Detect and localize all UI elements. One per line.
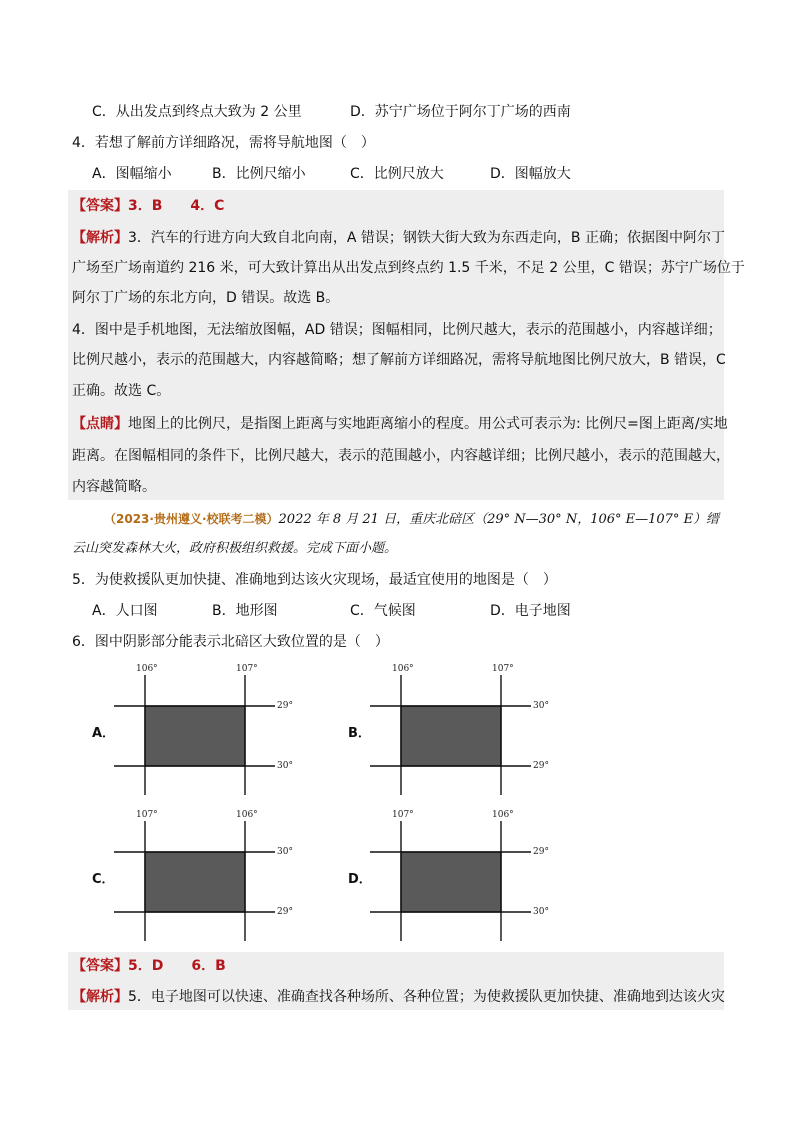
- figure-c-label: C．: [92, 872, 115, 887]
- answer-tag: 【答案】: [72, 198, 128, 214]
- figure-b-lon-right: 107°: [492, 664, 514, 674]
- intro-line-1: [104, 509, 719, 530]
- answer-1: [72, 196, 224, 216]
- analysis-tag: 【解析】: [72, 989, 128, 1005]
- q5-stem: 5．为使救援队更加快捷、准确地到达该火灾现场，最适宜使用的地图是（ ）: [72, 572, 557, 588]
- figure-a-shaded-area: [145, 706, 245, 766]
- analysis-1-line-4: 4．图中是手机地图，无法缩放图幅，AD 错误；图幅相同，比例尺越大，表示的范围越小，内容越详细；: [72, 322, 722, 338]
- intro-line-2: 云山突发森林大火，政府积极组织救援。完成下面小题。: [72, 541, 398, 556]
- analysis-text: 3．汽车的行进方向大致自北向南，A 错误；钢铁大街大致为东西走向，B 正确；依据图中阿尔丁: [128, 230, 725, 246]
- answer-tag: 【答案】: [72, 958, 128, 974]
- figure-a-lon-right: 107°: [236, 664, 258, 674]
- answer-text: 3．B 4．C: [128, 198, 225, 214]
- q4-option-c: C．比例尺放大: [350, 166, 444, 182]
- figure-a-label: A．: [92, 726, 116, 741]
- figure-c: [110, 806, 300, 946]
- figure-d-shaded-area: [401, 852, 501, 912]
- answer-text: 5．D 6．B: [128, 958, 226, 974]
- q3-option-c: C．从出发点到终点大致为 2 公里: [92, 104, 302, 120]
- analysis-1-line-3: 阿尔丁广场的东北方向，D 错误。故选 B。: [72, 290, 340, 306]
- figure-b-lon-left: 106°: [392, 664, 414, 674]
- figure-d-label: D．: [348, 872, 372, 887]
- q5-option-a: A．人口图: [92, 603, 158, 619]
- figure-a-lon-left: 106°: [136, 664, 158, 674]
- analysis-tag: 【解析】: [72, 230, 128, 246]
- figure-b-lat-lower: 29°: [533, 761, 549, 771]
- figure-d-lon-left: 107°: [392, 810, 414, 820]
- answer-2: [72, 956, 226, 976]
- figure-a-lat-upper: 29°: [277, 701, 293, 711]
- q5-option-c: C．气候图: [350, 603, 416, 619]
- q4-option-d: D．图幅放大: [490, 166, 571, 182]
- tip-text: 地图上的比例尺，是指图上距离与实地距离缩小的程度。用公式可表示为: 比例尺=图上距离/实地: [128, 416, 728, 432]
- analysis-1-line-5: 比例尺越小，表示的范围越大，内容越简略；想了解前方详细路况，需将导航地图比例尺放大，B 错误，C: [72, 352, 726, 368]
- figure-d-lon-right: 106°: [492, 810, 514, 820]
- q3-option-d: D．苏宁广场位于阿尔丁广场的西南: [350, 104, 571, 120]
- q6-stem: 6．图中阴影部分能表示北碚区大致位置的是（ ）: [72, 634, 389, 650]
- figure-d-lat-lower: 30°: [533, 907, 549, 917]
- figure-d-lat-upper: 29°: [533, 847, 549, 857]
- figure-b-shaded-area: [401, 706, 501, 766]
- analysis-2-line-1: [72, 987, 725, 1007]
- q4-option-b: B．比例尺缩小: [212, 166, 306, 182]
- figure-c-lon-left: 107°: [136, 810, 158, 820]
- figure-b-lat-upper: 30°: [533, 701, 549, 711]
- figure-c-lat-upper: 30°: [277, 847, 293, 857]
- analysis-text: 5．电子地图可以快速、准确查找各种场所、各种位置；为使救援队更加快捷、准确地到达该火灾: [128, 989, 725, 1005]
- analysis-1-line-6: 正确。故选 C。: [72, 383, 171, 399]
- analysis-1-line-1: [72, 228, 725, 248]
- tip-line-2: 距离。在图幅相同的条件下，比例尺越大，表示的范围越小，内容越详细；比例尺越小，表示的范围越大，: [72, 448, 730, 464]
- figure-b-label: B．: [348, 726, 371, 741]
- figure-a-lat-lower: 30°: [277, 761, 293, 771]
- q4-option-a: A．图幅缩小: [92, 166, 172, 182]
- tip-line-1: [72, 414, 728, 434]
- tip-line-3: 内容越简略。: [72, 479, 156, 495]
- figure-b: [366, 660, 556, 800]
- figure-a: [110, 660, 300, 800]
- analysis-1-line-2: 广场至广场南道约 216 米，可大致计算出从出发点到终点约 1.5 千米，不足 2 公里，C 错误；苏宁广场位于: [72, 260, 745, 276]
- figure-c-shaded-area: [145, 852, 245, 912]
- q5-option-d: D．电子地图: [490, 603, 571, 619]
- source-tag: （2023·贵州遵义·校联考二模）: [104, 512, 279, 526]
- tip-tag: 【点睛】: [72, 416, 128, 432]
- figure-c-lat-lower: 29°: [277, 907, 293, 917]
- figure-c-lon-right: 106°: [236, 810, 258, 820]
- intro-text: 2022 年 8 月 21 日，重庆北碚区（29° N—30° N，106° E—107° E）缙: [278, 512, 720, 527]
- q4-stem: 4．若想了解前方详细路况，需将导航地图（ ）: [72, 135, 375, 151]
- q5-option-b: B．地形图: [212, 603, 278, 619]
- figure-d: [366, 806, 556, 946]
